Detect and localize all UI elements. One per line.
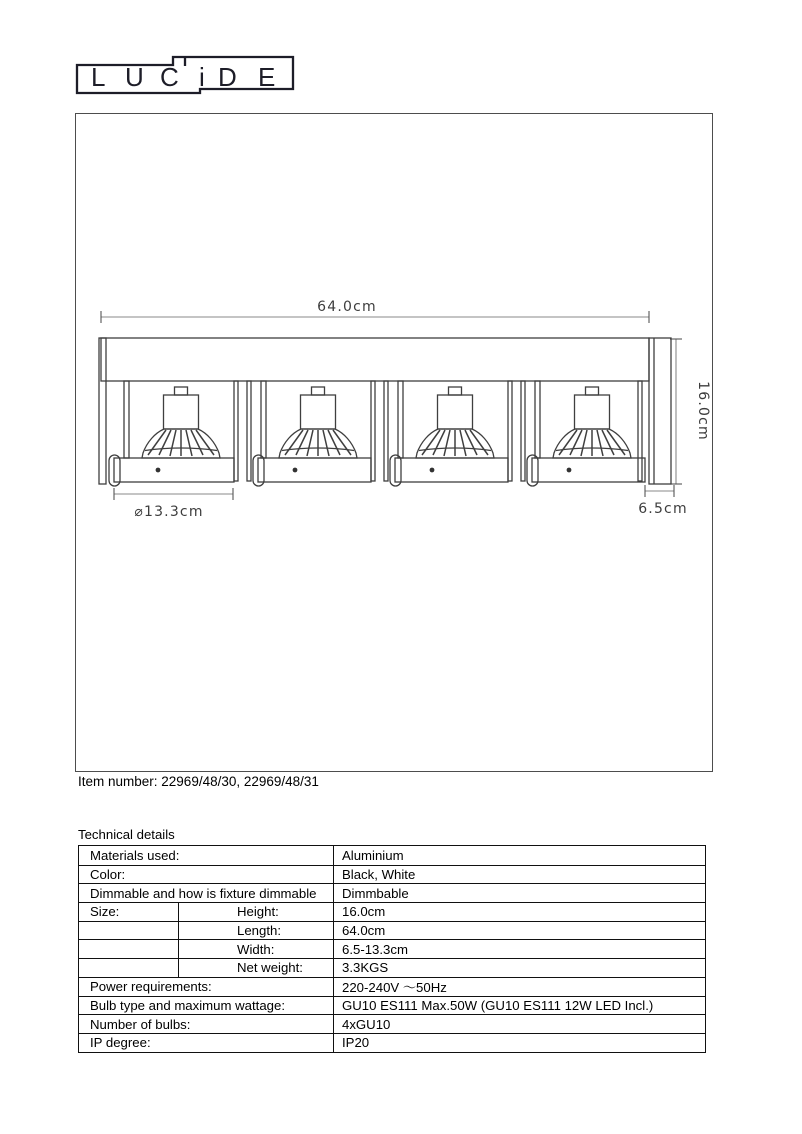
spec-sublabel: Net weight: [179,959,334,977]
logo-letter: i [199,62,205,92]
spec-value: GU10 ES111 Max.50W (GU10 ES111 12W LED Incl.) [342,997,654,1013]
spec-row [79,1033,705,1052]
spec-label [79,922,179,940]
lamp-unit-2 [279,387,357,472]
spec-value: 16.0cm [342,904,386,920]
spec-value: Aluminium [342,847,404,863]
spec-row [79,996,705,1015]
section-title: Technical details [78,827,175,842]
spec-label [79,940,179,958]
spec-value: 64.0cm [342,923,386,939]
fixture-diagram [76,114,711,770]
spec-value: 4xGU10 [342,1016,391,1032]
spec-label: Size: [79,903,179,921]
spec-row [79,1014,705,1033]
spec-label: Bulb type and maximum wattage: [79,997,334,1015]
spec-row [79,865,705,884]
spec-row [79,902,705,921]
spec-row [79,846,705,865]
logo-letter: D [218,62,237,92]
spec-value: 3.3KGS [342,960,389,976]
logo-letter: E [258,62,276,92]
spec-label: Dimmable and how is fixture dimmable [79,884,334,902]
spec-row [79,958,705,977]
fixture-body [99,338,671,486]
lamp-unit-4 [553,387,631,472]
spec-row [79,977,705,996]
spec-sublabel: Height: [179,903,334,921]
spec-row [79,939,705,958]
lucide-logo [75,53,297,97]
spec-value: Dimmbable [342,885,409,901]
spec-label: Materials used: [79,846,334,865]
item-number: Item number: 22969/48/30, 22969/48/31 [78,774,319,789]
logo-letter: L [91,62,106,92]
lamp-unit-1 [142,387,220,472]
dimension-label-width: 64.0cm [317,299,377,315]
technical-drawing-panel [75,113,713,772]
spec-label: Number of bulbs: [79,1015,334,1033]
logo-letter: C [160,62,179,92]
dimension-label-end: 6.5cm [638,501,688,517]
spec-value: 6.5-13.3cm [342,941,408,957]
logo-letter: U [125,62,144,92]
spec-row [79,921,705,940]
spec-value: IP20 [342,1035,370,1051]
dimension-lines [101,311,682,500]
spec-label: Power requirements: [79,978,334,996]
spec-value: 220-240V ～50Hz [342,980,447,996]
lamp-unit-3 [416,387,494,472]
spec-sublabel: Length: [179,922,334,940]
dimension-label-height: 16.0cm [695,381,711,441]
spec-row [79,883,705,902]
spec-label [79,959,179,977]
technical-details-table [78,845,706,1053]
dimension-label-diameter: ⌀13.3cm [134,504,204,520]
spec-label: IP degree: [79,1034,334,1052]
spec-value: Black, White [342,867,416,883]
spec-sublabel: Width: [179,940,334,958]
spec-label: Color: [79,866,334,884]
